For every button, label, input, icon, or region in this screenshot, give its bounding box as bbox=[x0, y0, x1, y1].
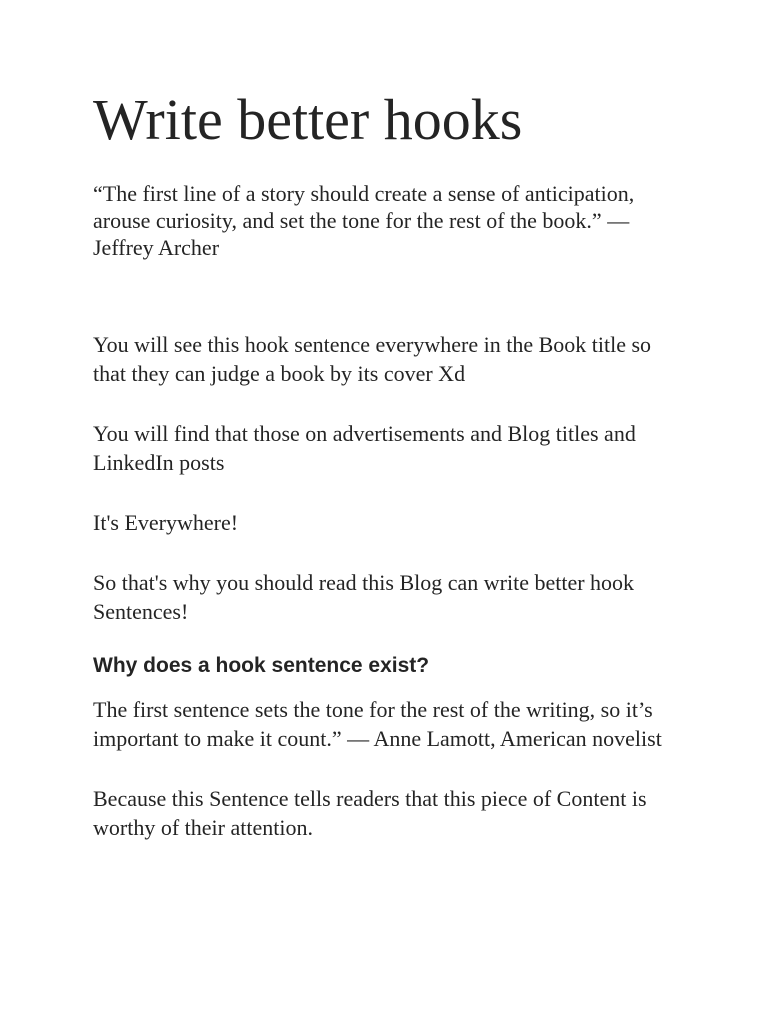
section-heading: Why does a hook sentence exist? bbox=[93, 654, 430, 677]
paragraph-advertisements: You will find that those on advertisements and Blog titles and LinkedIn posts bbox=[93, 421, 636, 475]
opening-quote: “The first line of a story should create a sense of anticipation, arouse curiosity, and set the tone for the rest of the book.” — Jeffrey Archer bbox=[93, 181, 635, 260]
article-title: Write better hooks bbox=[93, 87, 523, 152]
paragraph-read-this-blog: So that's why you should read this Blog can write better hook Sentences! bbox=[93, 570, 635, 624]
paragraph-anne-lamott-quote: The first sentence sets the tone for the rest of the writing, so it’s important to make it count.” — Anne Lamott, American novelist bbox=[93, 697, 662, 751]
paragraph-worthy-attention: Because this Sentence tells readers that this piece of Content is worthy of their attention. bbox=[93, 786, 647, 840]
paragraph-book-title: You will see this hook sentence everywhere in the Book title so that they can judge a book by its cover Xd bbox=[93, 332, 652, 386]
paragraph-everywhere: It's Everywhere! bbox=[93, 510, 239, 535]
